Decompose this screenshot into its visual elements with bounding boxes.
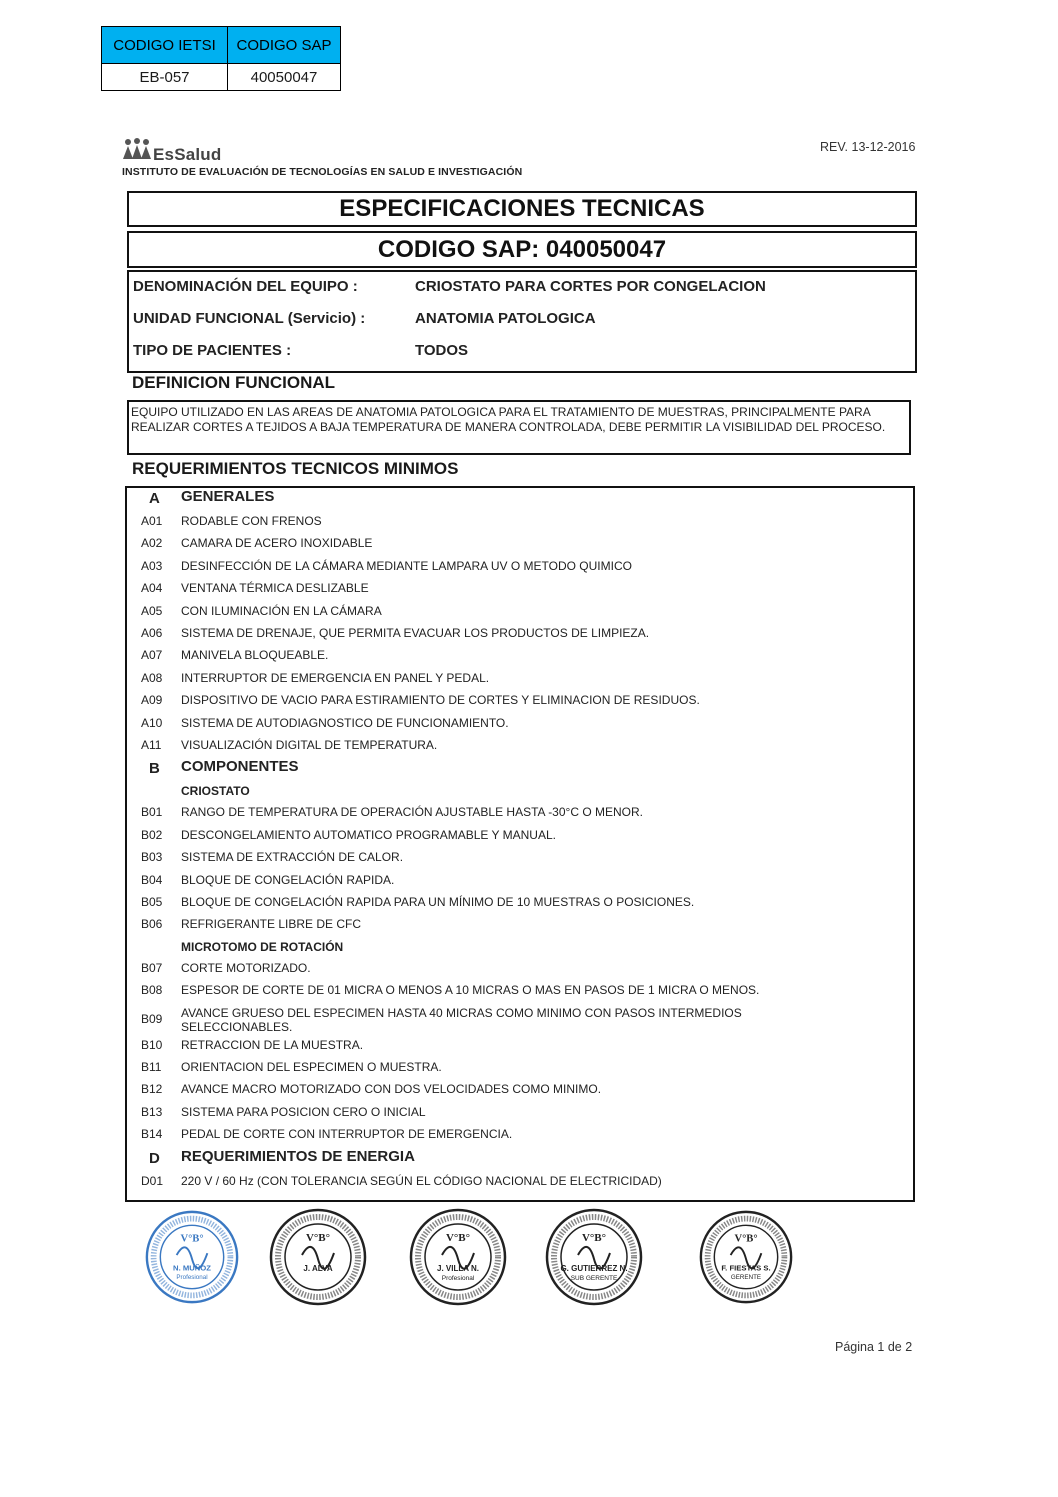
approval-stamp [698, 1209, 794, 1305]
requirement-text: RANGO DE TEMPERATURA DE OPERACIÓN AJUSTABLE HASTA -30°C O MENOR. [181, 805, 643, 820]
requirement-code: A03 [141, 558, 163, 573]
requirement-code: D [149, 1149, 160, 1167]
requirement-text: GENERALES [181, 488, 275, 505]
stamp-role: Profesional [441, 1275, 475, 1282]
institute-name: INSTITUTO DE EVALUACIÓN DE TECNOLOGÍAS EN SALUD E INVESTIGACIÓN [122, 166, 523, 178]
requirement-text: ORIENTACION DEL ESPECIMEN O MUESTRA. [181, 1060, 442, 1074]
requirement-code: B05 [141, 895, 163, 909]
stamp-name: N. MUÑOZ [173, 1263, 211, 1273]
ietsi-code-header: CODIGO IETSI [102, 27, 228, 64]
requirement-text: PEDAL DE CORTE CON INTERRUPTOR DE EMERGENCIA. [181, 1127, 513, 1142]
requirement-code: A07 [141, 648, 163, 663]
requirement-text: BLOQUE DE CONGELACIÓN RAPIDA PARA UN MÍNIMO DE 10 MUESTRAS O POSICIONES. [181, 895, 695, 909]
approval-stamp [144, 1209, 240, 1305]
requirement-code: A06 [141, 626, 163, 640]
requirement-code: A01 [141, 514, 163, 528]
info-value: TODOS [415, 342, 469, 359]
requirement-text: DESCONGELAMIENTO AUTOMATICO PROGRAMABLE Y MANUAL. [181, 827, 556, 842]
info-label: TIPO DE PACIENTES : [133, 342, 292, 359]
ietsi-code-value: EB-057 [102, 64, 228, 91]
svg-text:V°B°: V°B° [581, 1232, 607, 1244]
requirement-code: B04 [141, 872, 163, 887]
approval-stamp [268, 1207, 368, 1307]
stamp-role: GERENTE [730, 1274, 762, 1282]
requirement-code: A02 [141, 536, 163, 551]
requirement-text: CON ILUMINACIÓN EN LA CÁMARA [181, 603, 382, 618]
requirement-code: B06 [141, 917, 163, 932]
requirement-text: SISTEMA PARA POSICION CERO O INICIAL [181, 1104, 426, 1119]
requirement-text: SISTEMA DE AUTODIAGNOSTICO DE FUNCIONAMIENTO. [181, 715, 509, 730]
requirement-code: B03 [141, 850, 163, 865]
requirement-text: CAMARA DE ACERO INOXIDABLE [181, 536, 373, 551]
requirement-text: SISTEMA DE DRENAJE, QUE PERMITA EVACUAR LOS PRODUCTOS DE LIMPIEZA. [181, 626, 650, 640]
requirement-text: MANIVELA BLOQUEABLE. [181, 648, 329, 663]
requirement-text: ESPESOR DE CORTE DE 01 MICRA O MENOS A 10 MICRAS O MAS EN PASOS DE 1 MICRA O MENOS. [181, 983, 760, 998]
info-value: CRIOSTATO PARA CORTES POR CONGELACION [415, 278, 766, 295]
svg-text:V°B°: V°B° [734, 1233, 758, 1245]
requirement-text: REQUERIMIENTOS DE ENERGIA [181, 1147, 415, 1165]
requirement-text: CRIOSTATO [181, 784, 250, 799]
approval-stamp [408, 1207, 508, 1307]
stamp-role: SUB GERENTE [570, 1275, 618, 1282]
requirement-code: B01 [141, 805, 163, 820]
requirement-code: A04 [141, 581, 163, 596]
requirement-text: DESINFECCIÓN DE LA CÁMARA MEDIANTE LAMPARA UV O METODO QUIMICO [181, 558, 632, 573]
requirement-text: RETRACCION DE LA MUESTRA. [181, 1037, 364, 1052]
requirement-text: AVANCE GRUESO DEL ESPECIMEN HASTA 40 MICRAS COMO MINIMO CON PASOS INTERMEDIOS SELECCIONABLES. [181, 1005, 742, 1034]
requirement-code: B11 [141, 1060, 162, 1074]
requirement-code: B12 [141, 1082, 163, 1097]
requirement-text: AVANCE MACRO MOTORIZADO CON DOS VELOCIDADES COMO MINIMO. [181, 1082, 602, 1097]
stamp-name: F. FIESTAS S. [721, 1263, 771, 1273]
requirement-code: A [149, 490, 160, 507]
stamp-name: J. ALVA [303, 1264, 333, 1273]
requirement-code: D01 [141, 1173, 164, 1188]
info-label: UNIDAD FUNCIONAL (Servicio) : [133, 310, 366, 327]
code-table [101, 26, 341, 91]
requirement-code: A11 [141, 738, 162, 752]
requirement-text: MICROTOMO DE ROTACIÓN [181, 939, 344, 954]
requerimientos-heading: REQUERIMIENTOS TECNICOS MINIMOS [132, 459, 459, 478]
revision-date: REV. 13-12-2016 [820, 140, 916, 154]
equipment-info-box [127, 270, 917, 373]
page-number: Página 1 de 2 [835, 1340, 913, 1354]
requirement-text: INTERRUPTOR DE EMERGENCIA EN PANEL Y PEDAL. [181, 670, 490, 685]
essalud-logo-icon [122, 138, 152, 160]
requirement-text: VISUALIZACIÓN DIGITAL DE TEMPERATURA. [181, 738, 438, 752]
svg-text:V°B°: V°B° [305, 1232, 331, 1244]
stamp-role: Profesional [176, 1274, 208, 1282]
sap-code-value: 40050047 [228, 64, 341, 91]
requirement-text: VENTANA TÉRMICA DESLIZABLE [181, 581, 369, 596]
svg-text:V°B°: V°B° [180, 1233, 204, 1245]
approval-stamp [544, 1207, 644, 1307]
requirement-text: DISPOSITIVO DE VACIO PARA ESTIRAMIENTO DE CORTES Y ELIMINACION DE RESIDUOS. [181, 693, 700, 708]
requirement-text: BLOQUE DE CONGELACIÓN RAPIDA. [181, 872, 395, 887]
requirement-code: B14 [141, 1127, 163, 1142]
requirement-text: 220 V / 60 Hz (CON TOLERANCIA SEGÚN EL CÓDIGO NACIONAL DE ELECTRICIDAD) [181, 1173, 662, 1188]
requirement-code: B [149, 760, 160, 778]
logo-text: EsSalud [153, 145, 222, 164]
requirement-code: A09 [141, 693, 163, 708]
sap-code-header: CODIGO SAP [228, 27, 341, 64]
svg-text:V°B°: V°B° [445, 1232, 471, 1244]
requirement-code: B10 [141, 1037, 163, 1052]
definicion-text: EQUIPO UTILIZADO EN LAS AREAS DE ANATOMIA PATOLOGICA PARA EL TRATAMIENTO DE MUESTRAS, PRINCIPALMENTE PARA REALIZAR CORTES A TEJIDOS A BAJA TEMPERATURA DE MANERA CONTROLADA, DEBE PERMITIR LA VISIBILIDAD DEL PROCESO. [127, 400, 911, 455]
stamp-name: J. VILLA N. [437, 1264, 479, 1273]
requirement-code: B07 [141, 960, 163, 975]
info-label: DENOMINACIÓN DEL EQUIPO : [133, 278, 358, 295]
requirement-code: B09 [141, 1011, 163, 1026]
requirement-text: REFRIGERANTE LIBRE DE CFC [181, 917, 362, 932]
definicion-heading: DEFINICION FUNCIONAL [132, 373, 336, 392]
requirement-text: RODABLE CON FRENOS [181, 514, 322, 528]
stamp-name: G. GUTIERREZ N. [560, 1264, 628, 1273]
requirement-code: B08 [141, 983, 163, 998]
requirements-box [125, 486, 915, 1202]
sap-code-title: CODIGO SAP: 040050047 [127, 231, 917, 268]
requirement-text: CORTE MOTORIZADO. [181, 960, 311, 975]
requirement-text: SISTEMA DE EXTRACCIÓN DE CALOR. [181, 850, 404, 865]
document-title: ESPECIFICACIONES TECNICAS [127, 191, 917, 227]
requirement-code: A08 [141, 670, 163, 685]
requirement-code: A05 [141, 603, 163, 618]
info-value: ANATOMIA PATOLOGICA [415, 310, 596, 327]
requirement-code: B02 [141, 827, 163, 842]
requirement-code: A10 [141, 715, 163, 730]
requirement-text: COMPONENTES [181, 758, 299, 776]
requirement-code: B13 [141, 1104, 163, 1119]
